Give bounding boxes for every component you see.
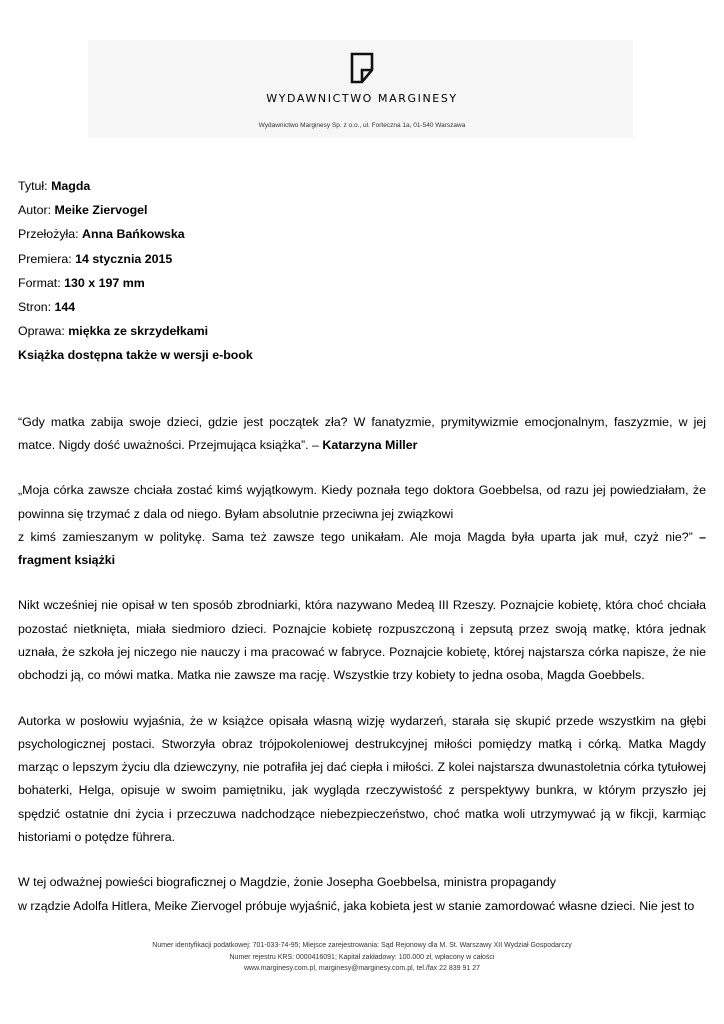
meta-title: Tytuł: Magda (18, 179, 91, 193)
paragraph-description-3: W tej odważnej powieści biograficznej o Magdzie, żonie Josepha Goebbelsa, ministra propagandy w rządzie Adolfa Hitlera, Meike Ziervogel próbuje wyjaśnić, jaka kobieta jest w stanie zamordować własne dzieci. Nie jest to (18, 875, 695, 913)
paragraph-description-1: Nikt wcześniej nie opisał w ten sposób zbrodniarki, która nazywano Medeą III Rzeszy. Poznajcie kobietę, która choć chciała pozostać nietknięta, miała siedmioro dzieci. Poznajcie kobietę rozpuszczoną i zepsutą przez swoją matkę, która jednak uznała, że szkoła jej niczego nie nauczy i ma pracować w fabryce. Poznajcie kobietę, której najstarsza córka napisze, że nie obchodzi ją, co mówi matka. Matka nie zawsze ma rację. Wszystkie trzy kobiety to jedna osoba, Magda Goebbels. (18, 598, 706, 683)
quote-miller: “Gdy matka zabija swoje dzieci, gdzie jest początek zła? W fanatyzmie, prymitywizmie emocjonalnym, faszyzmie, w jej matce. Nigdy dość uważności. Przejmująca książka”. – Katarzyna Miller (18, 414, 706, 452)
footer-krs-line: Numer rejestru KRS: 0000416091; Kapitał zakładowy: 100.000 zł, wpłacony w całości (229, 953, 495, 961)
meta-binding: Oprawa: miękka ze skrzydełkami (18, 324, 209, 339)
page-footer (0, 940, 724, 975)
page-corner-logo-icon (350, 52, 374, 84)
publisher-address: Wydawnictwo Marginesy Sp. z o.o., ul. Forteczna 1a, 01-540 Warszawa (258, 122, 466, 129)
ebook-note: Książka dostępna także w wersji e-book (18, 348, 253, 363)
meta-author: Autor: Meike Ziervogel (18, 203, 148, 218)
footer-contact-line: www.marginesy.com.pl, marginesy@marginesy.com.pl, tel./fax 22 839 91 27 (243, 965, 480, 972)
quote-fragment: „Moja córka zawsze chciała zostać kimś wyjątkowym. Kiedy poznała tego doktora Goebbelsa, od razu jej powiedziałam, że powinna się trzymać z dala od niego. Byłam absolutnie przeciwna jej związkowi z kimś zamieszanym w politykę. Sama też zawsze tego unikałam. Ale moja Magda była uparta jak muł, czyż nie?” – fragment książki (18, 483, 706, 568)
paragraph-description-2: Autorka w posłowiu wyjaśnia, że w książce opisała własną wizję wydarzeń, starała się skupić przede wszystkim na głębi psychologicznej postaci. Stworzyła obraz trójpokoleniowej destrukcyjnej miłości pomiędzy matką i córką. Matka Magdy marząc o lepszym życiu dla dziewczyny, nie potrafiła jej dać ciepła i miłości. Z kolei najstarsza dwunastoletnia córka tytułowej bohaterki, Helga, opisuje w swoim pamiętniku, jak wygląda rzeczywistość z perspektywy bunkra, w którym przyszło jej spędzić ostatnie dni życia i przeczuwa nadchodzące niebezpieczeństwo, choć matka woli utrzymywać ją w fikcji, karmiąc historiami o potędze führera. (18, 713, 706, 845)
meta-pages: Stron: 144 (18, 300, 76, 315)
publisher-name: WYDAWNICTWO MARGINESY (266, 92, 458, 105)
document-body (18, 174, 706, 918)
meta-translator: Przełożyła: Anna Bańkowska (18, 227, 185, 242)
meta-format: Format: 130 x 197 mm (18, 275, 145, 290)
meta-premiere: Premiera: 14 stycznia 2015 (18, 251, 173, 266)
footer-tax-line: Numer identyfikacji podatkowej: 701-033-74-95; Miejsce zarejestrowania: Sąd Rejonowy dla M. St. Warszawy XII Wydział Gospodarczy (152, 942, 572, 949)
